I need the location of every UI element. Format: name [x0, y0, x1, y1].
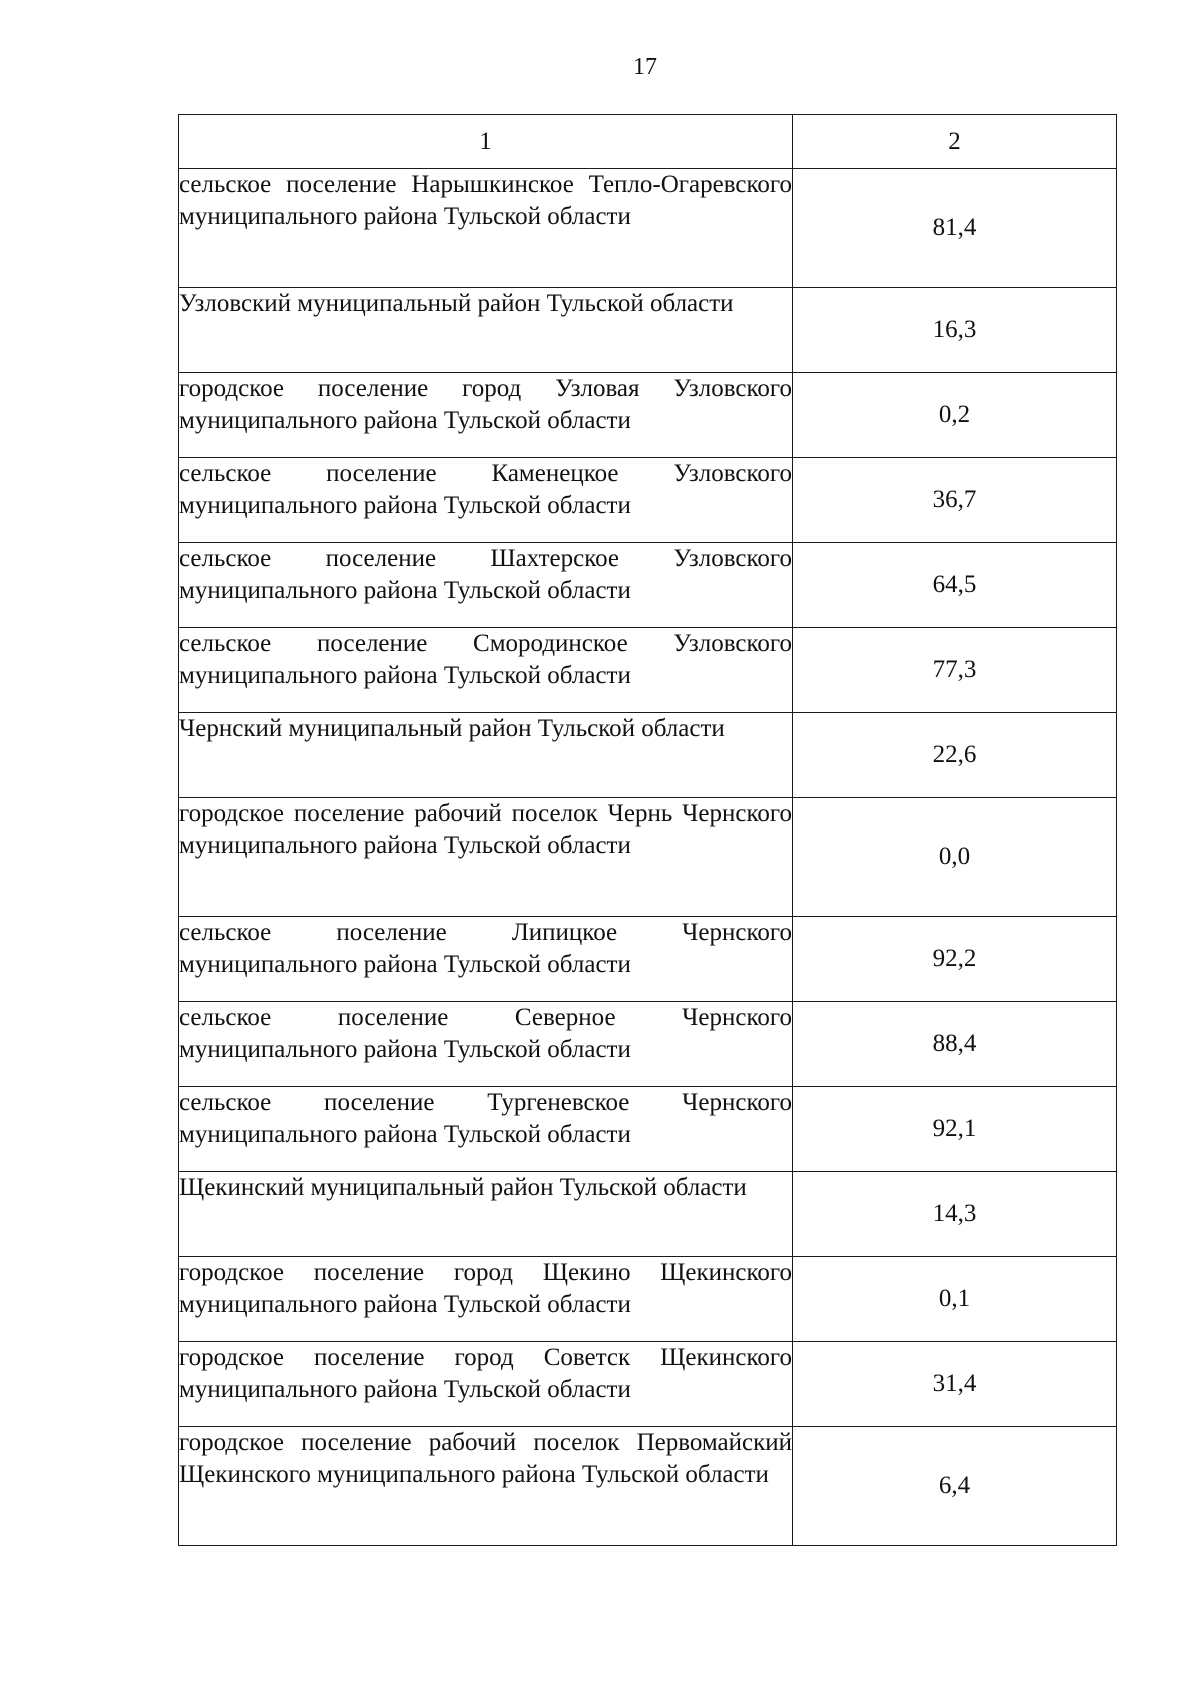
- table-row: [179, 169, 1117, 288]
- table-row: [179, 1342, 1117, 1427]
- municipality-value: 0,1: [793, 1257, 1117, 1342]
- column-header-1: 1: [179, 115, 793, 169]
- table-row: [179, 1087, 1117, 1172]
- municipality-name: Узловский муниципальный район Тульской области: [179, 288, 793, 373]
- municipality-value: 6,4: [793, 1427, 1117, 1546]
- table-row: [179, 458, 1117, 543]
- municipality-value: 81,4: [793, 169, 1117, 288]
- page-number: 17: [633, 54, 657, 80]
- municipality-name: сельское поселение Северное Чернского муниципального района Тульской области: [179, 1002, 793, 1087]
- table-row: [179, 373, 1117, 458]
- data-table: [178, 114, 1117, 1546]
- table-row: [179, 798, 1117, 917]
- municipality-name: сельское поселение Липицкое Чернского муниципального района Тульской области: [179, 917, 793, 1002]
- table-header-row: [179, 115, 1117, 169]
- table-row: [179, 917, 1117, 1002]
- table-row: [179, 543, 1117, 628]
- municipality-value: 92,2: [793, 917, 1117, 1002]
- municipality-value: 88,4: [793, 1002, 1117, 1087]
- municipality-value: 16,3: [793, 288, 1117, 373]
- municipality-name: городское поселение город Узловая Узловского муниципального района Тульской области: [179, 373, 793, 458]
- table-row: [179, 1427, 1117, 1546]
- municipality-value: 22,6: [793, 713, 1117, 798]
- municipality-name: сельское поселение Шахтерское Узловского муниципального района Тульской области: [179, 543, 793, 628]
- table-row: [179, 713, 1117, 798]
- table-row: [179, 1172, 1117, 1257]
- municipality-value: 0,0: [793, 798, 1117, 917]
- municipality-value: 0,2: [793, 373, 1117, 458]
- municipality-name: Чернский муниципальный район Тульской области: [179, 713, 793, 798]
- municipality-name: городское поселение город Щекино Щекинского муниципального района Тульской области: [179, 1257, 793, 1342]
- municipality-value: 92,1: [793, 1087, 1117, 1172]
- municipality-name: городское поселение город Советск Щекинского муниципального района Тульской области: [179, 1342, 793, 1427]
- table-row: [179, 1002, 1117, 1087]
- municipality-value: 31,4: [793, 1342, 1117, 1427]
- municipality-name: сельское поселение Тургеневское Чернского муниципального района Тульской области: [179, 1087, 793, 1172]
- municipality-value: 77,3: [793, 628, 1117, 713]
- table-row: [179, 1257, 1117, 1342]
- table-row: [179, 628, 1117, 713]
- municipality-name: сельское поселение Смородинское Узловского муниципального района Тульской области: [179, 628, 793, 713]
- table-row: [179, 288, 1117, 373]
- municipality-value: 14,3: [793, 1172, 1117, 1257]
- municipality-name: городское поселение рабочий поселок Первомайский Щекинского муниципального района Тульской области: [179, 1427, 793, 1546]
- municipality-value: 64,5: [793, 543, 1117, 628]
- municipality-name: сельское поселение Каменецкое Узловского муниципального района Тульской области: [179, 458, 793, 543]
- municipality-value: 36,7: [793, 458, 1117, 543]
- municipality-name: городское поселение рабочий поселок Чернь Чернского муниципального района Тульской области: [179, 798, 793, 917]
- municipality-name: сельское поселение Нарышкинское Тепло-Огаревского муниципального района Тульской области: [179, 169, 793, 288]
- column-header-2: 2: [793, 115, 1117, 169]
- municipality-name: Щекинский муниципальный район Тульской области: [179, 1172, 793, 1257]
